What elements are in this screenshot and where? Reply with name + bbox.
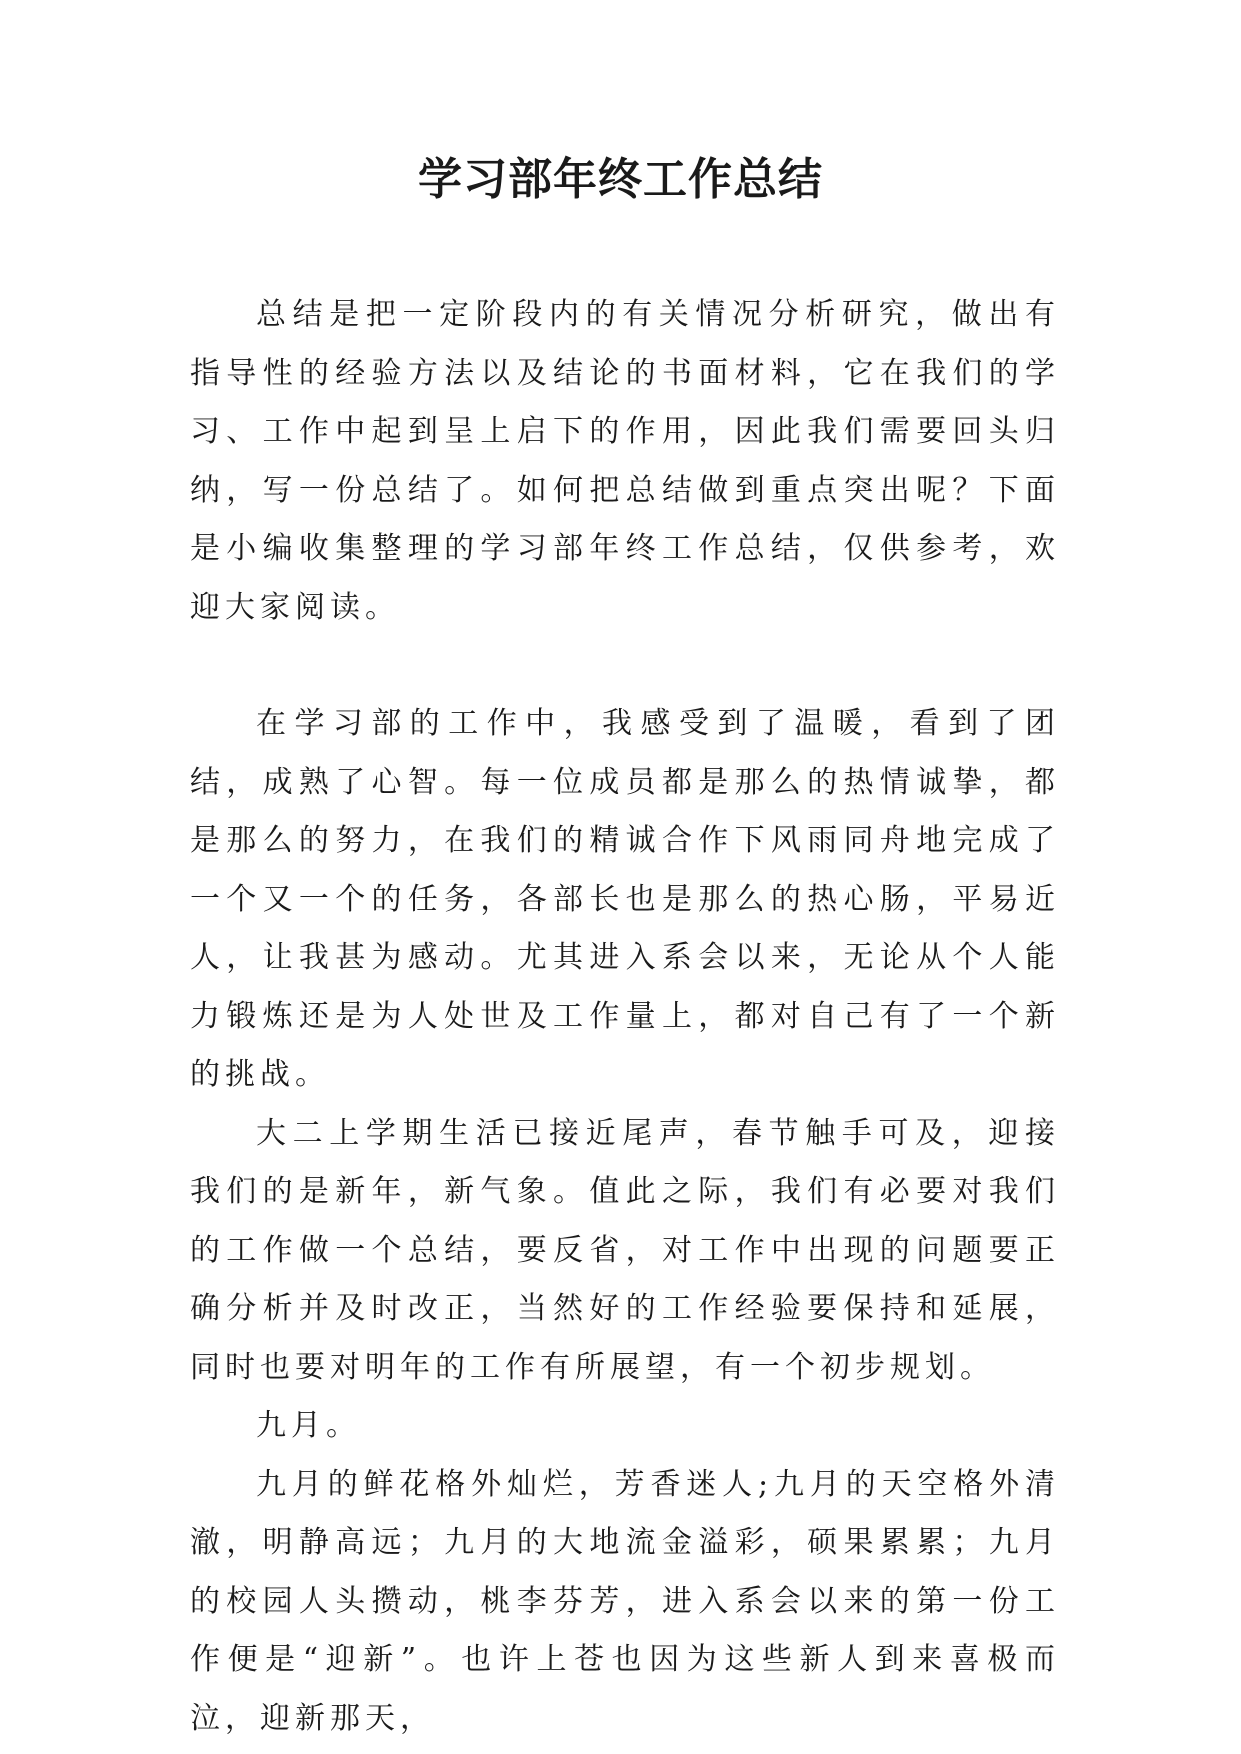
- section-heading-september: 九月。: [256, 1408, 361, 1443]
- body-paragraph: 九月的鲜花格外灿烂，芳香迷人;九月的天空格外清澈，明静高远；九月的大地流金溢彩，硕果累累；九月的校园人头攒动，桃李芬芳，进入系会以来的第一份工作便是“迎新”。也许上苍也因为这些新人到来喜极而泣，迎新那天，: [190, 1466, 1060, 1736]
- body-paragraph: 在学习部的工作中，我感受到了温暖，看到了团结，成熟了心智。每一位成员都是那么的热情诚挚，都是那么的努力，在我们的精诚合作下风雨同舟地完成了一个又一个的任务，各部长也是那么的热心肠，平易近人，让我甚为感动。尤其进入系会以来，无论从个人能力锻炼还是为人处世及工作量上，都对自己有了一个新的挑战。: [190, 706, 1060, 1092]
- intro-paragraph: 总结是把一定阶段内的有关情况分析研究，做出有指导性的经验方法以及结论的书面材料，它在我们的学习、工作中起到呈上启下的作用，因此我们需要回头归纳，写一份总结了。如何把总结做到重点突出呢？下面是小编收集整理的学习部年终工作总结，仅供参考，欢迎大家阅读。: [190, 297, 1060, 625]
- body-paragraph: 大二上学期生活已接近尾声，春节触手可及，迎接我们的是新年，新气象。值此之际，我们有必要对我们的工作做一个总结，要反省，对工作中出现的问题要正确分析并及时改正，当然好的工作经验要保持和延展，同时也要对明年的工作有所展望，有一个初步规划。: [190, 1115, 1060, 1385]
- document-body: [190, 286, 1060, 1748]
- document-title: 学习部年终工作总结: [418, 154, 823, 205]
